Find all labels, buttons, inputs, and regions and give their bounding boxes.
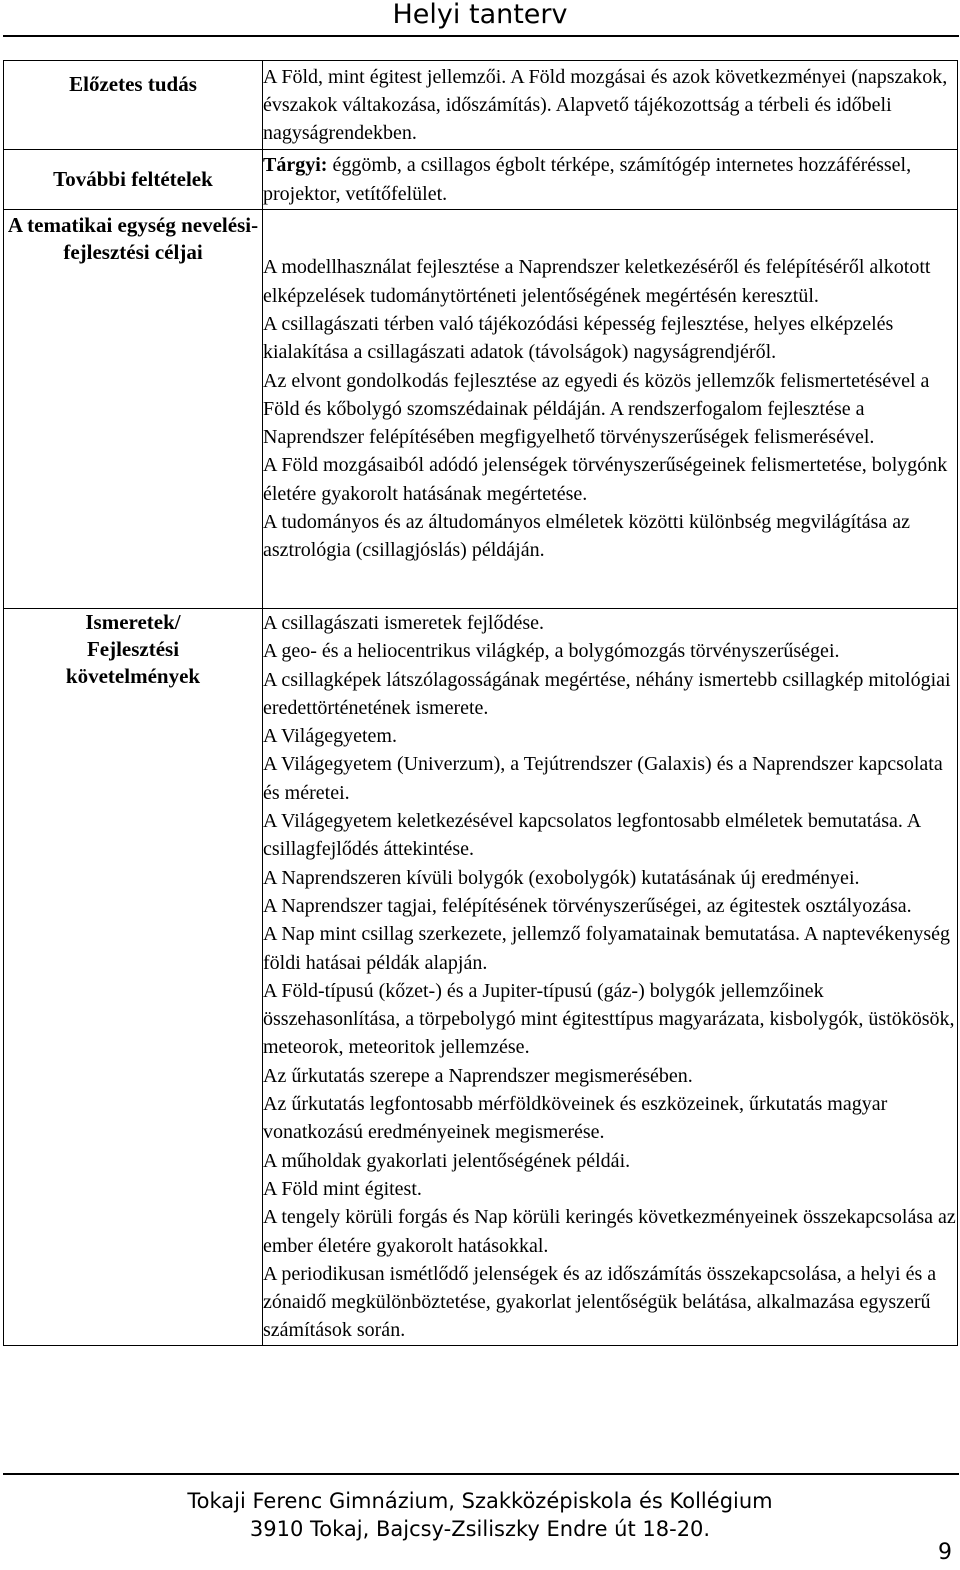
paragraph: A tengely körüli forgás és Nap körüli keringés következményeinek összekapcsolása az ember életére gyakorolt hatásokkal. [263,1206,956,1257]
paragraph: A Föld mint égitest. [263,1177,422,1200]
paragraph: A modellhasználat fejlesztése a Naprendszer keletkezéséről és felépítéséről alkotott elképzelések tudománytörténeti jelentőségének megértésén keresztül. [263,256,931,307]
header-divider [3,35,959,37]
footer-divider [3,1473,959,1475]
curriculum-table [3,60,958,1346]
paragraph: A csillagászati ismeretek fejlődése. [263,612,545,634]
row-content [263,210,958,609]
paragraph: Tárgyi: éggömb, a csillagos égbolt térképe, számítógép internetes hozzáféréssel, projektor, vetítőfelület. [263,154,912,205]
paragraph: Az űrkutatás szerepe a Naprendszer megismerésében. [263,1064,693,1087]
row-content [263,609,958,1346]
paragraph: A periodikusan ismétlődő jelenségek és az időszámítás összekapcsolása, a helyi és a zónaidő megkülönböztetése, gyakorlat jelentőségük belátása, alkalmazása egyszerű számítások során. [263,1262,937,1342]
table-row [4,150,958,210]
paragraph: A geo- és a heliocentrikus világkép, a bolygómozgás törvényszerűségei. [263,640,840,663]
paragraph: A csillagképek látszólagosságának megértése, néhány ismertebb csillagkép mitológiai eredettörténetének ismerete. [263,668,951,719]
footer-address: 3910 Tokaj, Bajcsy-Zsiliszky Endre út 18-20. [249,1517,711,1541]
footer-school-name: Tokaji Ferenc Gimnázium, Szakközépiskola és Kollégium [187,1489,773,1513]
paragraph: A Föld, mint égitest jellemzői. A Föld mozgásai és azok következményei (napszakok, évszakok váltakozása, időszámítás). Alapvető tájékozottság a térbeli és időbeli nagyságrendekben. [263,65,948,145]
page-number: 9 [938,1540,952,1565]
row-label: Előzetes tudás [4,61,263,150]
paragraph: A Föld-típusú (kőzet-) és a Jupiter-típusú (gáz-) bolygók jellemzőinek összehasonlítása, a törpebolygó mint égitesttípus magyarázata, kisbolygók, üstökösök, meteorok, meteoritok jellemzése. [263,979,955,1059]
row-label: A tematikai egység nevelési-fejlesztési céljai [4,210,263,609]
row-content [263,61,958,150]
row-content [263,150,958,210]
paragraph: A csillagászati térben való tájékozódási képesség fejlesztése, helyes elképzelés kialakítása a csillagászati adatok (távolságok) nagyságrendjéről. [263,312,894,364]
paragraph: A Naprendszeren kívüli bolygók (exobolygók) kutatásának új eredményei. [263,866,860,889]
row-label: További feltételek [4,150,263,210]
table-row [4,609,958,1346]
page-header-title: Helyi tanterv [392,0,568,30]
table-row [4,61,958,150]
row-label: Ismeretek/ Fejlesztési követelmények [4,609,263,1346]
paragraph: Az elvont gondolkodás fejlesztése az egyedi és közös jellemzők felismertetésével a Föld és kőbolygó szomszédainak példáján. A rendszerfogalom fejlesztése a Naprendszer felépítésében megfigyelhető törvényszerűségek felismerésével. [263,369,930,449]
paragraph: A műholdak gyakorlati jelentőségének példái. [263,1149,631,1172]
paragraph: A Nap mint csillag szerkezete, jellemző folyamatainak bemutatása. A naptevékenység földi hatásai példák alapján. [263,923,950,974]
table-row [4,210,958,609]
paragraph: A Világegyetem. [263,725,397,748]
paragraph: A tudományos és az áltudományos elméletek közötti különbség megvilágítása az asztrológia (csillagjóslás) példáján. [263,511,911,562]
paragraph: A Világegyetem keletkezésével kapcsolatos legfontosabb elméletek bemutatása. A csillagfejlődés áttekintése. [263,810,921,861]
bold-prefix: Tárgyi: [263,154,328,177]
paragraph: A Naprendszer tagjai, felépítésének törvényszerűségei, az égitestek osztályozása. [263,894,912,917]
paragraph: A Világegyetem (Univerzum), a Tejútrendszer (Galaxis) és a Naprendszer kapcsolata és méretei. [263,753,943,804]
paragraph: A Föld mozgásaiból adódó jelenségek törvényszerűségeinek felismertetése, bolygónk életére gyakorolt hatásának megértetése. [263,454,948,505]
paragraph: Az űrkutatás legfontosabb mérföldköveinek és eszközeinek, űrkutatás magyar vonatkozású eredményeinek megismerése. [263,1093,888,1144]
